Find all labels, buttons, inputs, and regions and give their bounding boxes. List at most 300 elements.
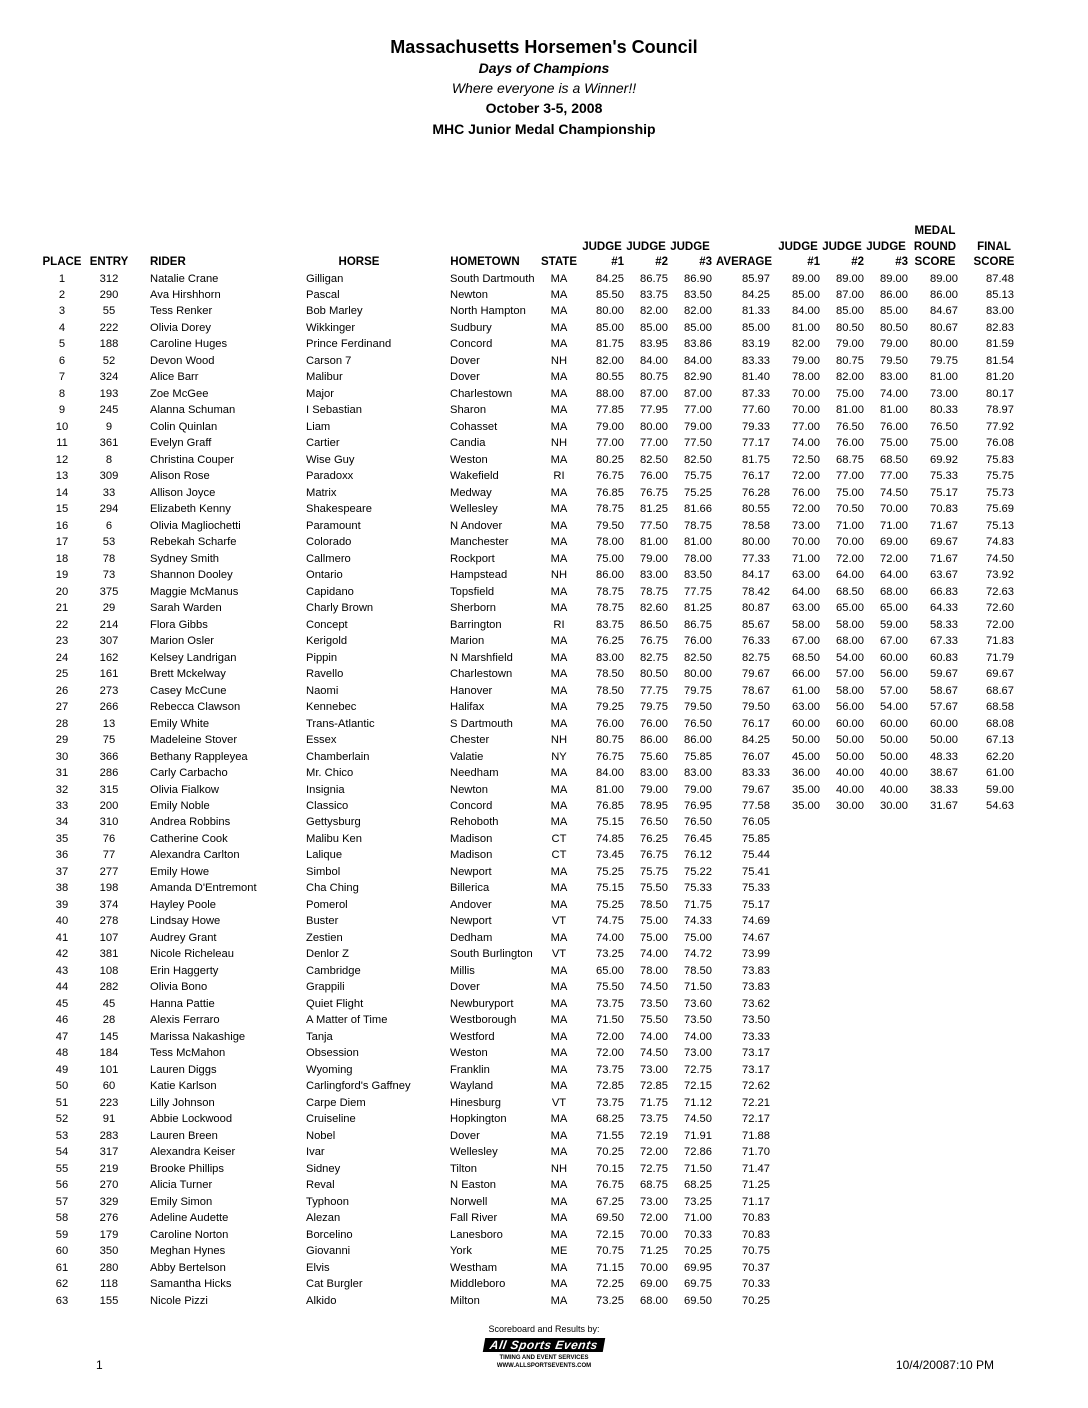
cell-rider: Rebekah Scharfe xyxy=(150,536,237,549)
cell-rider: Evelyn Graff xyxy=(150,437,212,450)
cell-entry: 198 xyxy=(99,882,119,895)
cell-medal-j2 xyxy=(820,1029,864,1045)
cell-medal-j1: 36.00 xyxy=(792,767,820,780)
cell-hometown: South Dartmouth xyxy=(450,272,535,285)
cell-place: 61 xyxy=(55,1261,69,1274)
cell-final-score xyxy=(962,1029,1026,1045)
cell-horse: Borcelino xyxy=(306,1228,353,1241)
cell-hometown: Dedham xyxy=(450,931,493,944)
cell-prelim-j3: 74.50 xyxy=(684,1113,712,1126)
cell-medal-j3: 75.00 xyxy=(880,437,908,450)
cell-hometown: Manchester xyxy=(450,536,509,549)
cell-medal-j2 xyxy=(820,897,864,913)
cell-prelim-j3: 86.75 xyxy=(684,618,712,631)
cell-average: 75.44 xyxy=(742,849,770,862)
cell-medal-j2: 75.00 xyxy=(836,486,864,499)
cell-medal-j1: 64.00 xyxy=(792,585,820,598)
cell-hometown: N Easton xyxy=(450,1179,497,1192)
cell-place: 59 xyxy=(55,1228,69,1241)
table-row xyxy=(36,271,1026,287)
cell-final-score: 83.00 xyxy=(986,305,1014,318)
cell-rider: Alexis Ferraro xyxy=(150,1014,220,1027)
cell-final-score: 81.59 xyxy=(986,338,1014,351)
cell-medal-j3 xyxy=(864,1144,908,1160)
cell-final-score: 75.83 xyxy=(986,453,1014,466)
cell-prelim-j1: 72.25 xyxy=(596,1278,624,1291)
cell-prelim-j2: 86.50 xyxy=(640,618,668,631)
cell-rider: Alison Rose xyxy=(150,470,210,483)
cell-prelim-j3: 75.75 xyxy=(684,470,712,483)
cell-state: MA xyxy=(550,882,568,895)
cell-prelim-j2: 74.00 xyxy=(640,1030,668,1043)
cell-place: 1 xyxy=(58,272,66,285)
credit-label: Scoreboard and Results by: xyxy=(488,1324,600,1334)
cell-medal-j3 xyxy=(864,1194,908,1210)
cell-medal-j1: 78.00 xyxy=(792,371,820,384)
cell-hometown: Tilton xyxy=(450,1162,477,1175)
table-row xyxy=(36,1260,1026,1276)
cell-place: 21 xyxy=(55,602,69,615)
cell-average: 75.85 xyxy=(742,832,770,845)
cell-place: 35 xyxy=(55,832,69,845)
cell-average: 80.00 xyxy=(742,536,770,549)
cell-average: 83.19 xyxy=(742,338,770,351)
cell-prelim-j1: 77.85 xyxy=(596,404,624,417)
col-judge2-a: JUDGE xyxy=(626,240,666,253)
cell-state: MA xyxy=(550,635,568,648)
cell-medal-j1: 67.00 xyxy=(792,635,820,648)
cell-prelim-j1: 77.00 xyxy=(596,437,624,450)
cell-horse: Nobel xyxy=(306,1129,336,1142)
cell-average: 70.25 xyxy=(742,1294,770,1307)
cell-final-score: 81.20 xyxy=(986,371,1014,384)
cell-place: 50 xyxy=(55,1080,69,1093)
cell-state: CT xyxy=(551,849,567,862)
cell-medal-j2 xyxy=(820,963,864,979)
cell-entry: 76 xyxy=(102,832,116,845)
cell-hometown: Marion xyxy=(450,635,485,648)
cell-medal-j2 xyxy=(820,1210,864,1226)
cell-medal-j2 xyxy=(820,1095,864,1111)
cell-place: 18 xyxy=(55,552,69,565)
cell-horse: Cartier xyxy=(306,437,340,450)
cell-hometown: Halifax xyxy=(450,701,485,714)
cell-final-score xyxy=(962,1144,1026,1160)
cell-final-score: 75.75 xyxy=(986,470,1014,483)
cell-prelim-j2: 70.00 xyxy=(640,1228,668,1241)
table-row xyxy=(36,534,1026,550)
cell-medal-j2 xyxy=(820,1128,864,1144)
table-row xyxy=(36,452,1026,468)
cell-place: 26 xyxy=(55,684,69,697)
cell-rider: Elizabeth Kenny xyxy=(150,503,231,516)
cell-place: 23 xyxy=(55,635,69,648)
cell-state: MA xyxy=(550,1294,568,1307)
cell-prelim-j3: 82.00 xyxy=(684,305,712,318)
cell-state: RI xyxy=(553,618,565,631)
cell-rider: Lindsay Howe xyxy=(150,915,221,928)
cell-medal-j2 xyxy=(820,930,864,946)
cell-prelim-j1: 88.00 xyxy=(596,387,624,400)
cell-state: MA xyxy=(550,321,568,334)
cell-average: 76.28 xyxy=(742,486,770,499)
cell-rider: Shannon Dooley xyxy=(150,569,233,582)
table-row xyxy=(36,996,1026,1012)
cell-place: 51 xyxy=(55,1096,69,1109)
cell-medal-j1: 63.00 xyxy=(792,569,820,582)
cell-medal-j2: 58.00 xyxy=(836,618,864,631)
cell-final-score: 68.08 xyxy=(986,717,1014,730)
cell-prelim-j3: 74.72 xyxy=(684,948,712,961)
cell-medal-score: 50.00 xyxy=(930,734,958,747)
col-medal-line1: MEDAL xyxy=(914,225,956,237)
cell-state: VT xyxy=(551,948,567,961)
cell-rider: Olivia Magliochetti xyxy=(150,519,241,532)
cell-prelim-j2: 71.75 xyxy=(640,1096,668,1109)
cell-average: 79.50 xyxy=(742,701,770,714)
cell-final-score: 75.13 xyxy=(986,519,1014,532)
cell-medal-score xyxy=(908,1078,962,1094)
cell-state: NH xyxy=(550,1162,568,1175)
cell-prelim-j3: 69.50 xyxy=(684,1294,712,1307)
cell-rider: Abby Bertelson xyxy=(150,1261,226,1274)
logo-url: WWW.ALLSPORTSEVENTS.COM xyxy=(496,1363,592,1369)
col-medal-line2: ROUND xyxy=(913,240,957,253)
table-row xyxy=(36,683,1026,699)
cell-medal-score: 71.67 xyxy=(930,552,958,565)
cell-hometown: Westborough xyxy=(450,1014,517,1027)
cell-place: 58 xyxy=(55,1212,69,1225)
cell-hometown: Concord xyxy=(450,800,493,812)
cell-prelim-j3: 87.00 xyxy=(684,387,712,400)
cell-final-score xyxy=(962,1293,1026,1309)
cell-final-score: 72.60 xyxy=(986,602,1014,615)
table-row xyxy=(36,1227,1026,1243)
cell-state: NH xyxy=(550,569,568,582)
cell-medal-j2: 87.00 xyxy=(836,288,864,301)
cell-medal-j3 xyxy=(864,996,908,1012)
cell-rider: Tess McMahon xyxy=(150,1047,226,1060)
cell-place: 62 xyxy=(55,1278,69,1291)
cell-medal-j3 xyxy=(864,1095,908,1111)
cell-medal-j2 xyxy=(820,1111,864,1127)
cell-average: 85.67 xyxy=(742,618,770,631)
cell-average: 75.33 xyxy=(742,882,770,895)
cell-hometown: Westford xyxy=(450,1030,495,1043)
cell-medal-j3 xyxy=(864,979,908,995)
col-j2-a: #2 xyxy=(655,256,668,268)
cell-horse: Malibu Ken xyxy=(306,832,362,845)
cell-prelim-j1: 80.00 xyxy=(596,305,624,318)
cell-horse: Wyoming xyxy=(306,1063,353,1076)
cell-medal-score xyxy=(908,864,962,880)
cell-prelim-j2: 82.00 xyxy=(640,305,668,318)
cell-entry: 8 xyxy=(105,453,113,466)
table-row xyxy=(36,1062,1026,1078)
cell-medal-score: 38.33 xyxy=(930,783,958,796)
cell-medal-j2 xyxy=(820,1243,864,1259)
cell-hometown: Newton xyxy=(450,288,488,301)
cell-final-score xyxy=(962,1194,1026,1210)
cell-prelim-j2: 79.00 xyxy=(640,783,668,796)
table-row xyxy=(36,650,1026,666)
cell-prelim-j1: 78.75 xyxy=(596,602,624,615)
cell-rider: Amanda D'Entremont xyxy=(150,882,257,895)
cell-hometown: South Burlington xyxy=(450,948,533,961)
cell-prelim-j3: 71.50 xyxy=(684,1162,712,1175)
cell-place: 5 xyxy=(58,338,66,351)
cell-prelim-j3: 71.12 xyxy=(684,1096,712,1109)
cell-prelim-j3: 75.25 xyxy=(684,486,712,499)
cell-medal-j1: 89.00 xyxy=(792,272,820,285)
cell-state: MA xyxy=(550,1047,568,1060)
cell-final-score xyxy=(962,831,1026,847)
cell-prelim-j1: 70.25 xyxy=(596,1146,624,1159)
cell-medal-j2 xyxy=(820,1144,864,1160)
cell-average: 70.33 xyxy=(742,1278,770,1291)
cell-average: 79.67 xyxy=(742,783,770,796)
cell-medal-score xyxy=(908,1012,962,1028)
cell-medal-j3: 64.00 xyxy=(880,569,908,582)
cell-place: 16 xyxy=(55,519,69,532)
table-row xyxy=(36,1293,1026,1309)
cell-state: MA xyxy=(550,1212,568,1225)
cell-place: 56 xyxy=(55,1179,69,1192)
cell-medal-j3: 65.00 xyxy=(880,602,908,615)
cell-hometown: Medway xyxy=(450,486,492,499)
cell-prelim-j1: 73.45 xyxy=(596,849,624,862)
cell-state: MA xyxy=(550,1014,568,1027)
cell-medal-j1 xyxy=(776,979,820,995)
cell-medal-score xyxy=(908,1161,962,1177)
cell-medal-j3: 50.00 xyxy=(880,750,908,763)
cell-prelim-j1: 79.00 xyxy=(596,420,624,433)
cell-place: 49 xyxy=(55,1063,69,1076)
cell-prelim-j1: 78.75 xyxy=(596,585,624,598)
table-row xyxy=(36,963,1026,979)
cell-prelim-j1: 75.25 xyxy=(596,865,624,878)
cell-medal-j2 xyxy=(820,946,864,962)
cell-prelim-j2: 72.75 xyxy=(640,1162,668,1175)
cell-final-score: 69.67 xyxy=(986,668,1014,681)
cell-final-score xyxy=(962,1276,1026,1292)
cell-medal-j3 xyxy=(864,913,908,929)
table-row xyxy=(36,1078,1026,1094)
cell-state: MA xyxy=(550,585,568,598)
cell-prelim-j1: 84.00 xyxy=(596,767,624,780)
table-row xyxy=(36,930,1026,946)
cell-entry: 77 xyxy=(102,849,116,862)
cell-final-score: 81.54 xyxy=(986,354,1014,367)
cell-horse: Trans-Atlantic xyxy=(306,717,375,730)
cell-hometown: Wayland xyxy=(450,1080,494,1093)
cell-medal-j1: 77.00 xyxy=(792,420,820,433)
cell-rider: Tess Renker xyxy=(150,305,213,318)
cell-entry: 282 xyxy=(99,981,119,994)
cell-place: 13 xyxy=(55,470,69,483)
cell-average: 84.17 xyxy=(742,569,770,582)
cell-average: 84.25 xyxy=(742,288,770,301)
cell-prelim-j3: 76.50 xyxy=(684,717,712,730)
cell-medal-j3 xyxy=(864,1260,908,1276)
event-title: Days of Champions xyxy=(478,60,610,76)
cell-medal-score xyxy=(908,1293,962,1309)
cell-state: MA xyxy=(550,800,568,812)
cell-prelim-j2: 79.75 xyxy=(640,701,668,714)
cell-average: 72.62 xyxy=(742,1080,770,1093)
cell-medal-j1: 70.00 xyxy=(792,404,820,417)
col-place: PLACE xyxy=(42,256,82,268)
cell-entry: 75 xyxy=(102,734,116,747)
cell-final-score: 74.83 xyxy=(986,536,1014,549)
cell-hometown: Newton xyxy=(450,783,488,796)
cell-horse: Major xyxy=(306,387,334,400)
cell-medal-j2: 81.00 xyxy=(836,404,864,417)
cell-rider: Sarah Warden xyxy=(150,602,222,615)
cell-horse: Sidney xyxy=(306,1162,341,1175)
cell-prelim-j3: 70.25 xyxy=(684,1245,712,1258)
cell-horse: Grappili xyxy=(306,981,345,994)
cell-prelim-j2: 85.00 xyxy=(640,321,668,334)
cell-medal-score: 69.92 xyxy=(930,453,958,466)
cell-prelim-j3: 72.15 xyxy=(684,1080,712,1093)
cell-horse: Bob Marley xyxy=(306,305,363,318)
cell-final-score xyxy=(962,1161,1026,1177)
cell-final-score: 85.13 xyxy=(986,288,1014,301)
cell-average: 84.25 xyxy=(742,734,770,747)
cell-medal-j1 xyxy=(776,963,820,979)
cell-horse: Classico xyxy=(306,800,349,812)
cell-average: 75.17 xyxy=(742,898,770,911)
col-j1-b: #1 xyxy=(807,256,820,268)
cell-medal-score xyxy=(908,1227,962,1243)
cell-average: 81.33 xyxy=(742,305,770,318)
cell-prelim-j2: 87.00 xyxy=(640,387,668,400)
cell-medal-j1 xyxy=(776,847,820,863)
cell-rider: Maggie McManus xyxy=(150,585,239,598)
table-row xyxy=(36,716,1026,732)
cell-medal-j1 xyxy=(776,1078,820,1094)
cell-average: 70.83 xyxy=(742,1228,770,1241)
table-row xyxy=(36,617,1026,633)
cell-rider: Emily White xyxy=(150,717,210,730)
cell-final-score: 73.92 xyxy=(986,569,1014,582)
cell-horse: Simbol xyxy=(306,865,341,878)
cell-medal-score: 80.33 xyxy=(930,404,958,417)
cell-horse: Shakespeare xyxy=(306,503,372,516)
cell-medal-j3 xyxy=(864,1062,908,1078)
all-sports-events-logo: All Sports Events xyxy=(483,1338,605,1352)
cell-entry: 361 xyxy=(99,437,119,450)
table-row xyxy=(36,699,1026,715)
cell-rider: Audrey Grant xyxy=(150,931,217,944)
cell-prelim-j2: 68.00 xyxy=(640,1294,668,1307)
cell-horse: Alkido xyxy=(306,1294,337,1307)
cell-state: MA xyxy=(550,453,568,466)
cell-entry: 315 xyxy=(99,783,119,796)
cell-prelim-j1: 79.25 xyxy=(596,701,624,714)
cell-hometown: North Hampton xyxy=(450,305,526,318)
cell-medal-j1 xyxy=(776,1012,820,1028)
cell-horse: Capidano xyxy=(306,585,354,598)
cell-medal-j2: 82.00 xyxy=(836,371,864,384)
cell-prelim-j1: 76.25 xyxy=(596,635,624,648)
cell-medal-score: 79.75 xyxy=(930,354,958,367)
cell-medal-j3: 76.00 xyxy=(880,420,908,433)
table-row xyxy=(36,847,1026,863)
cell-prelim-j3: 77.50 xyxy=(684,437,712,450)
cell-prelim-j3: 72.86 xyxy=(684,1146,712,1159)
cell-medal-j3: 72.00 xyxy=(880,552,908,565)
cell-prelim-j2: 73.00 xyxy=(640,1063,668,1076)
cell-medal-j2: 76.50 xyxy=(836,420,864,433)
cell-place: 53 xyxy=(55,1129,69,1142)
cell-medal-j2 xyxy=(820,847,864,863)
table-row xyxy=(36,897,1026,913)
cell-average: 73.33 xyxy=(742,1030,770,1043)
cell-average: 77.17 xyxy=(742,437,770,450)
cell-prelim-j2: 86.75 xyxy=(640,272,668,285)
cell-horse: Reval xyxy=(306,1179,335,1192)
cell-prelim-j1: 83.00 xyxy=(596,651,624,664)
cell-medal-score: 38.67 xyxy=(930,767,958,780)
cell-prelim-j3: 86.00 xyxy=(684,734,712,747)
cell-average: 83.33 xyxy=(742,354,770,367)
cell-medal-j2 xyxy=(820,1177,864,1193)
col-entry: ENTRY xyxy=(89,256,129,268)
cell-medal-j2: 50.00 xyxy=(836,734,864,747)
cell-average: 79.33 xyxy=(742,420,770,433)
cell-place: 28 xyxy=(55,717,69,730)
table-row xyxy=(36,1276,1026,1292)
cell-entry: 214 xyxy=(99,618,119,631)
cell-average: 73.50 xyxy=(742,1014,770,1027)
cell-state: MA xyxy=(550,1228,568,1241)
cell-medal-j2 xyxy=(820,1260,864,1276)
cell-prelim-j1: 76.75 xyxy=(596,470,624,483)
cell-place: 17 xyxy=(55,536,69,549)
cell-rider: Sydney Smith xyxy=(150,552,220,565)
cell-entry: 366 xyxy=(99,750,119,763)
cell-rider: Lauren Diggs xyxy=(150,1063,217,1076)
cell-medal-j1 xyxy=(776,1210,820,1226)
cell-prelim-j1: 75.15 xyxy=(596,882,624,895)
cell-medal-score xyxy=(908,897,962,913)
table-row xyxy=(36,765,1026,781)
cell-medal-score xyxy=(908,1210,962,1226)
cell-medal-j3: 74.50 xyxy=(880,486,908,499)
cell-state: MA xyxy=(550,816,568,829)
cell-prelim-j1: 73.75 xyxy=(596,1063,624,1076)
cell-prelim-j3: 82.90 xyxy=(684,371,712,384)
cell-hometown: Concord xyxy=(450,338,493,351)
cell-place: 4 xyxy=(58,321,66,334)
cell-medal-j1 xyxy=(776,1144,820,1160)
cell-prelim-j1: 74.00 xyxy=(596,931,624,944)
cell-medal-j1 xyxy=(776,1243,820,1259)
cell-place: 48 xyxy=(55,1047,69,1060)
cell-horse: Carpe Diem xyxy=(306,1096,366,1109)
cell-prelim-j2: 81.25 xyxy=(640,503,668,516)
cell-average: 77.33 xyxy=(742,552,770,565)
cell-medal-score: 75.33 xyxy=(930,470,958,483)
cell-final-score xyxy=(962,1111,1026,1127)
cell-medal-score xyxy=(908,880,962,896)
cell-hometown: Chester xyxy=(450,734,490,747)
header-row-3 xyxy=(36,255,1026,271)
cell-hometown: York xyxy=(450,1245,472,1258)
cell-final-score xyxy=(962,814,1026,830)
